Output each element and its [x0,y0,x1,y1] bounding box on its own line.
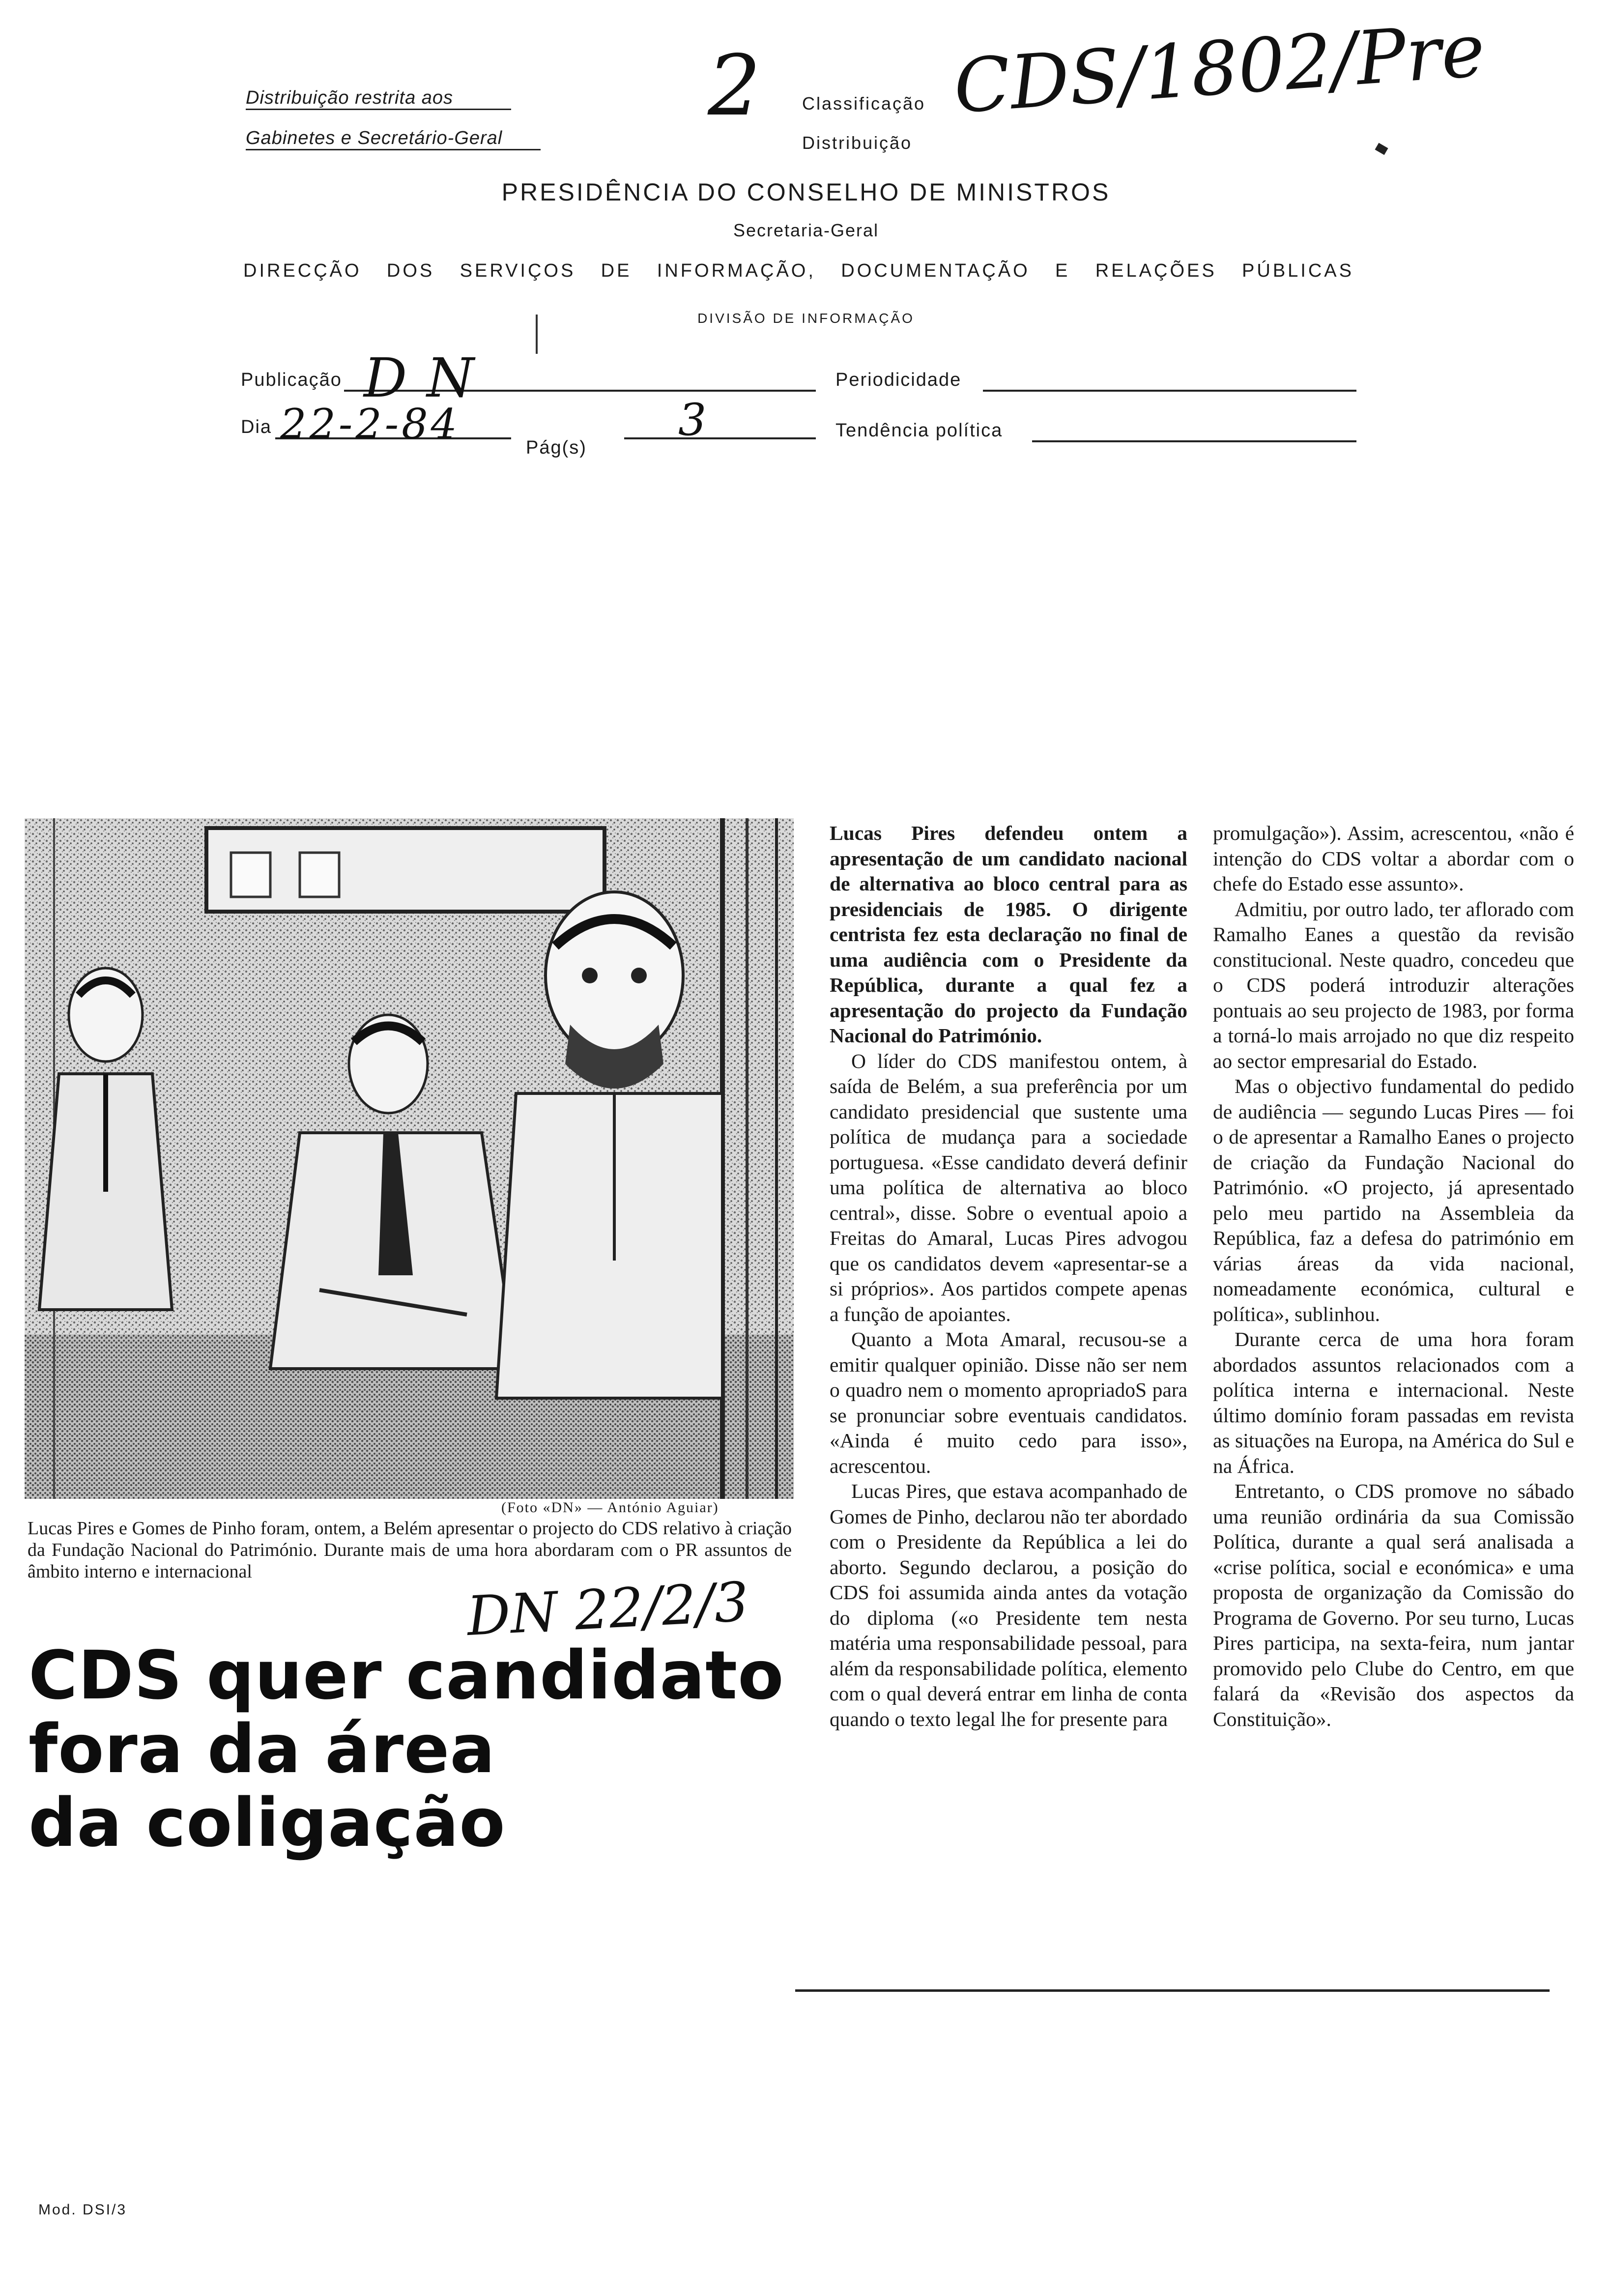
headline-line-1: CDS quer candidato [29,1637,784,1715]
pags-handwritten: 3 [678,394,707,446]
classificacao-label: Classificação [802,93,926,114]
headline-line-3: da coligação [29,1784,506,1862]
col2-paragraph-4: Durante cerca de uma hora foram abordados assuntos relacionados com a política interna e internacional. Neste último domínio foram passadas em revista as situações na Europa, na América do Sul e na África. [1213,1328,1574,1477]
news-photo [25,818,794,1499]
headline-line-2: fora da área [29,1711,496,1788]
distribuicao-label: Distribuição [802,133,913,153]
pags-label: Pág(s) [526,437,587,458]
tendencia-field [1032,417,1356,442]
col1-paragraph-4: Lucas Pires, que estava acompanhado de Gomes de Pinho, declarou não ter abordado com o Presidente da República a lei do aborto. Segundo declarou, a posição do CDS foi assumida ainda antes da votação do diploma («o Presidente tem nesta matéria uma responsabilidade pessoal, para além da responsabilidade política, elemento com o qual deverá entrar em linha de conta quando o texto legal lhe for presente para [830,1480,1187,1730]
direccao-servicos: DIRECÇÃO DOS SERVIÇOS DE INFORMAÇÃO, DOCUMENTAÇÃO E RELAÇÕES PÚBLICAS [243,260,1354,281]
col2-paragraph-1: promulgação»). Assim, acrescentou, «não é intenção do CDS voltar a abordar com o chefe do Estado esse assunto». [1213,822,1574,895]
col1-paragraph-3: Quanto a Mota Amaral, recusou-se a emitir qualquer opinião. Disse não ser nem o quadro nem o momento apropriadoS para se pronunciar sobre eventuais candidatos. «Ainda é muito cedo para isso», acrescentou. [830,1328,1187,1477]
restricted-distribution-line1: Distribuição restrita aos [246,87,511,110]
form-code: Mod. DSI/3 [38,2202,127,2218]
tick-mark [536,315,538,354]
publicacao-label: Publicação [241,370,342,390]
photo-credit: (Foto «DN» — António Aguiar) [501,1499,719,1516]
dia-handwritten: 22-2-84 [280,400,460,448]
col2-paragraph-2: Admitiu, por outro lado, ter aflorado com Ramalho Eanes a questão da revisão constitucional. Neste quadro, concedeu que o CDS poderá introduzir alterações pontuais ao seu projecto de 1983, por forma a torná-lo mais arrojado no que diz respeito ao sector empresarial do Estado. [1213,897,1574,1072]
article-column-2 [1213,821,1574,1732]
dia-field [275,400,511,448]
publicacao-handwritten: DN [364,346,494,409]
tendencia-label: Tendência política [835,420,1003,441]
restricted-distribution-line2: Gabinetes e Secretário-Geral [246,128,541,150]
col2-paragraph-3: Mas o objectivo fundamental do pedido de audiência — segundo Lucas Pires — foi o de apresentar a Ramalho Eanes o projecto de criação da Fundação Nacional do Património. «O projecto, já apresentado pelo meu partido na Assembleia da República, faz a defesa do património em várias áreas da vida nacional, nomeadamente económica, cultural e política», sublinhou. [1213,1075,1574,1325]
handwritten-page-number: 2 [708,37,761,135]
institution-title: PRESIDÊNCIA DO CONSELHO DE MINISTROS [501,178,1111,206]
article-column-1 [830,821,1187,1732]
photo-caption: Lucas Pires e Gomes de Pinho foram, ontem, a Belém apresentar o projecto do CDS relativo à criação da Fundação Nacional do Património. Durante mais de uma hora abordaram com o PR assuntos de âmbito interno e internacional [28,1518,792,1582]
pags-field [624,394,816,446]
article-end-rule [795,1989,1550,1992]
handwritten-ref: DN 22/2/3 [465,1570,750,1648]
secretaria-geral: Secretaria-Geral [733,220,879,240]
handwritten-classification-code: CDS/1802/Pre [951,7,1488,130]
divisao-informacao: DIVISÃO DE INFORMAÇÃO [697,311,915,326]
periodicidade-label: Periodicidade [835,370,962,390]
col2-paragraph-5: Entretanto, o CDS promove no sábado uma reunião ordinária da sua Comissão Política, durante a qual será analisada a «crise política, social e económica» e uma proposta de organização da Comissão do Programa de Governo. Por seu turno, Lucas Pires participa, na sexta-feira, num jantar promovido pelo Clube do Centro, em que falará da «Revisão dos aspectos da Constituição». [1213,1480,1574,1730]
dia-label: Dia [241,417,272,437]
ink-mark [1375,143,1388,155]
publicacao-field [344,346,816,409]
periodicidade-field [983,366,1356,392]
col1-paragraph-1: Lucas Pires defendeu ontem a apresentação de um candidato nacional de alternativa ao bloco central para as presidenciais de 1985. O dirigente centrista fez esta declaração no final de uma audiência com o Presidente da República, durante a qual fez a apresentação do projecto da Fundação Nacional do Património. [830,822,1187,1047]
col1-paragraph-2: O líder do CDS manifestou ontem, à saída de Belém, a sua preferência por um candidato presidencial que sustente uma política de mudança para a sociedade portuguesa. «Esse candidato deverá definir uma política de alternativa ao bloco central», disse. Sobre o eventual apoio a Freitas do Amaral, Lucas Pires advogou que os candidatos devem «apresentar-se a si próprios». Aos partidos compete apenas a função de apoiantes. [830,1049,1187,1325]
